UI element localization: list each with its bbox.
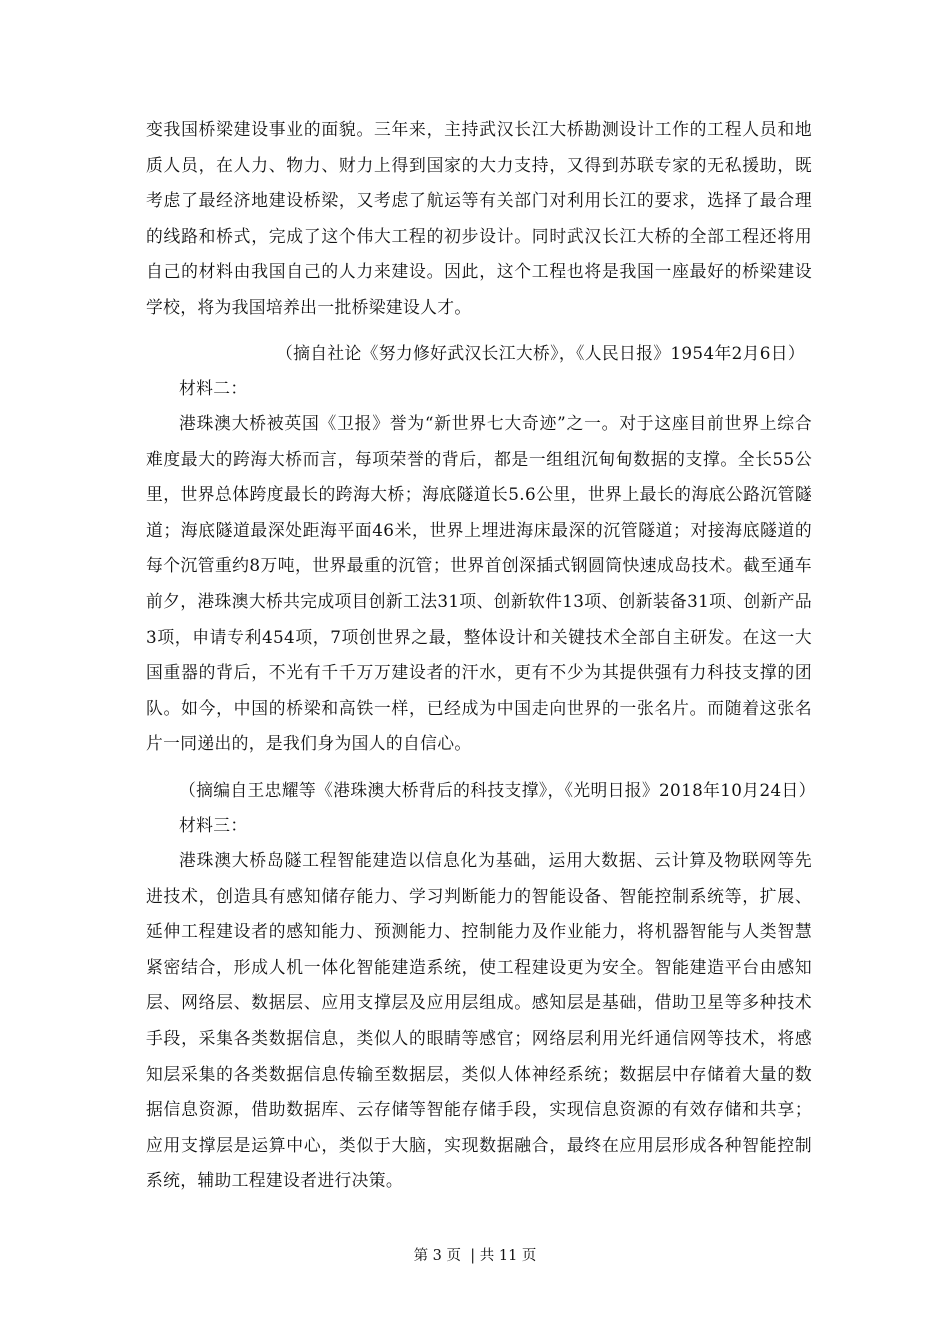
page-footer: 第 3 页 | 共 11 页 (413, 1248, 537, 1264)
material2-body: 港珠澳大桥被英国《卫报》誉为“新世界七大奇迹”之一。对于这座目前世界上综合难度最大的跨海大桥而言，每项荣誉的背后，都是一组组沉甸甸数据的支撑。全长55公里，世界总体跨度最长的跨海大桥；海底隧道长5.6公里，世界上最长的海底公路沉管隧道；海底隧道最深处距海平面46米，世界上埋进海床最深的沉管隧道；对接海底隧道的每个沉管重约8万吨，世界最重的沉管；世界首创深插式钢圆筒快速成岛技术。截至通车前夕，港珠澳大桥共完成项目创新工法31项、创新软件13项、创新装备31项、创新产品3项，申请专利454项，7项创世界之最，整体设计和关键技术全部自主研发。在这一大国重器的背后，不光有千千万万建设者的汗水，更有不少为其提供强有力科技支撑的团队。如今，中国的桥梁和高铁一样，已经成为中国走向世界的一张名片。而随着这张名片一同递出的，是我们身为国人的自信心。 (146, 413, 812, 754)
material3-body: 港珠澳大桥岛隧工程智能建造以信息化为基础，运用大数据、云计算及物联网等先进技术，创造具有感知储存能力、学习判断能力的智能设备、智能控制系统等，扩展、延伸工程建设者的感知能力、预测能力、控制能力及作业能力，将机器智能与人类智慧紧密结合，形成人机一体化智能建造系统，使工程建设更为安全。智能建造平台由感知层、网络层、数据层、应用支撑层及应用层组成。感知层是基础，借助卫星等多种技术手段，采集各类数据信息，类似人的眼睛等感官；网络层利用光纤通信网等技术，将感知层采集的各类数据信息传输至数据层，类似人体神经系统；数据层中存储着大量的数据信息资源，借助数据库、云存储等智能存储手段，实现信息资源的有效存储和共享；应用支撑层是运算中心，类似于大脑，实现数据融合，最终在应用层形成各种智能控制系统，辅助工程建设者进行决策。 (146, 850, 812, 1191)
material2-heading: 材料二： (179, 378, 248, 398)
material2-source: （摘编自王忠耀等《港珠澳大桥背后的科技支撑》，《光明日报》2018年10月24日） (179, 780, 816, 800)
material3-heading: 材料三： (179, 815, 248, 835)
material1-source: （摘自社论《努力修好武汉长江大桥》，《人民日报》1954年2月6日） (276, 343, 806, 363)
material1-body: 变我国桥梁建设事业的面貌。三年来，主持武汉长江大桥勘测设计工作的工程人员和地质人员，在人力、物力、财力上得到国家的大力支持，又得到苏联专家的无私援助，既考虑了最经济地建设桥梁，又考虑了航运等有关部门对利用长江的要求，选择了最合理的线路和桥式，完成了这个伟大工程的初步设计。同时武汉长江大桥的全部工程还将用自己的材料由我国自己的人力来建设。因此，这个工程也将是我国一座最好的桥梁建设学校，将为我国培养出一批桥梁建设人才。 (146, 119, 812, 317)
